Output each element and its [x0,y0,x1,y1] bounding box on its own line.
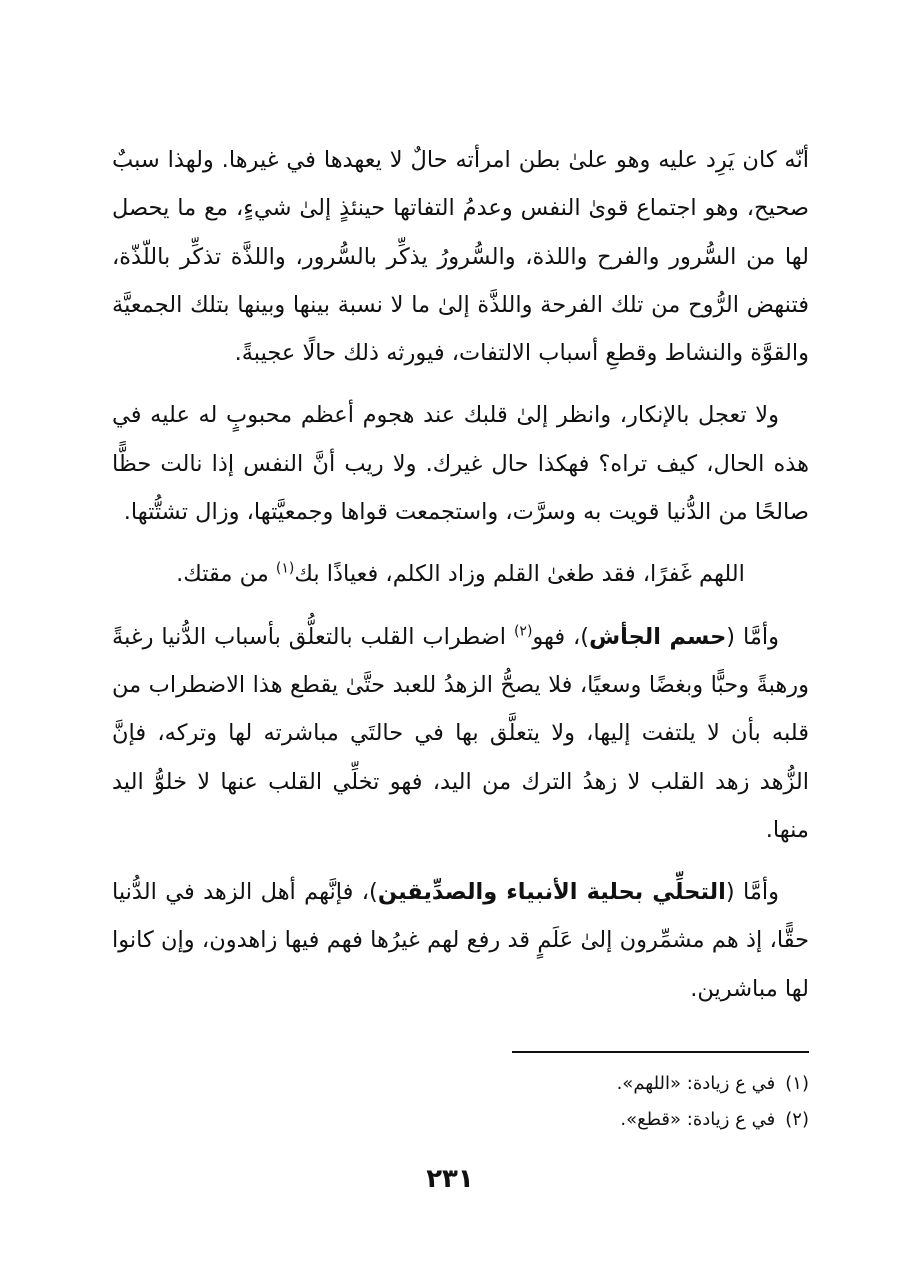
page-number: ٢٣١ [426,1164,474,1194]
paragraph-3-text-before: اللهم غَفرًا، فقد طغىٰ القلم وزاد الكلم، فعياذًا بك [294,561,745,588]
paragraph-2 [112,391,809,536]
paragraph-2-text: ولا تعجل بالإنكار، وانظر إلىٰ قلبك عند هجوم أعظم محبوبٍ له عليه في هذه الحال، كيف تراه؟ فهكذا حال غيرك. ولا ريب أنَّ النفس إذا نالت حظًّا صالحًا من الدُّنيا قويت به وسرَّت، واستجمعت قواها وجمعيَّتها، وزال تشتُّتها. [112,402,809,526]
footnote-1 [480,1066,809,1102]
paragraph-5-term: التحلِّي بحلية الأنبياء والصدِّيقين [377,879,726,906]
paragraph-5-lead-before: وأمَّا ( [725,879,779,906]
paragraph-4-term: حسم الجأش [589,623,727,650]
paragraph-4-text: اضطراب القلب بالتعلُّق بأسباب الدُّنيا رغبةً ورهبةً وحبًّا وبغضًا وسعيًا، فلا يصحُّ الزهدُ للعبد حتَّىٰ يقطع هذا الاضطراب من قلبه بأن لا يلتفت إليها، ولا يتعلَّق بها في حالتَي مباشرته لها وتركه، فإنَّ الزُّهد زهد القلب لا زهدُ الترك من اليد، فهو تخلِّي القلب عنها لا خلوُّ اليد منها. [112,623,809,843]
footnote-2-text: في ع زيادة: «قطع». [620,1109,776,1130]
main-text [112,136,809,1027]
paragraph-1 [112,136,809,377]
paragraph-5 [112,868,809,1013]
footnote-2 [480,1102,809,1138]
paragraph-5-lead-after: )، [353,879,378,906]
footnote-1-text: في ع زيادة: «اللهم». [616,1073,776,1094]
paragraph-5-text: فإنَّهم أهل الزهد في الدُّنيا حقًّا، إذ هم مشمِّرون إلىٰ عَلَمٍ قد رفع لهم غيرُها فهم فيها زاهدون، وإن كانوا لها مباشرين. [112,879,809,1002]
paragraph-3-text-after: من مقتك. [176,561,276,588]
footnote-1-number: (١) [785,1073,809,1094]
paragraph-4-lead-before: وأمَّا ( [726,623,779,650]
footnote-2-number: (٢) [785,1109,809,1130]
footnotes [480,1066,809,1138]
paragraph-4-lead-after: )، فهو [532,623,590,650]
footnote-ref-1: (١) [275,560,295,577]
paragraph-4 [112,613,809,854]
paragraph-3 [112,550,809,598]
paragraph-1-text: أنّه كان يَرِد عليه وهو علىٰ بطن امرأته حالٌ لا يعهدها في غيرها. ولهذا سببٌ صحيح، وهو اجتماع قوىٰ النفس وعدمُ التفاتها حينئذٍ إلىٰ شيءٍ، مع ما يحصل لها من السُّرور والفرح واللذة، والسُّرورُ يذكِّر بالسُّرور، واللذَّة تذكِّر باللّذّة، فتنهض الرُّوح من تلك الفرحة واللذَّة إلىٰ ما لا نسبة بينها وبينها بتلك الجمعيَّة والقوَّة والنشاط وقطعِ أسباب الالتفات، فيورثه ذلك حالًا عجيبةً. [112,147,809,367]
footnote-divider [512,1051,809,1053]
footnote-ref-2: (٢) [513,623,533,640]
